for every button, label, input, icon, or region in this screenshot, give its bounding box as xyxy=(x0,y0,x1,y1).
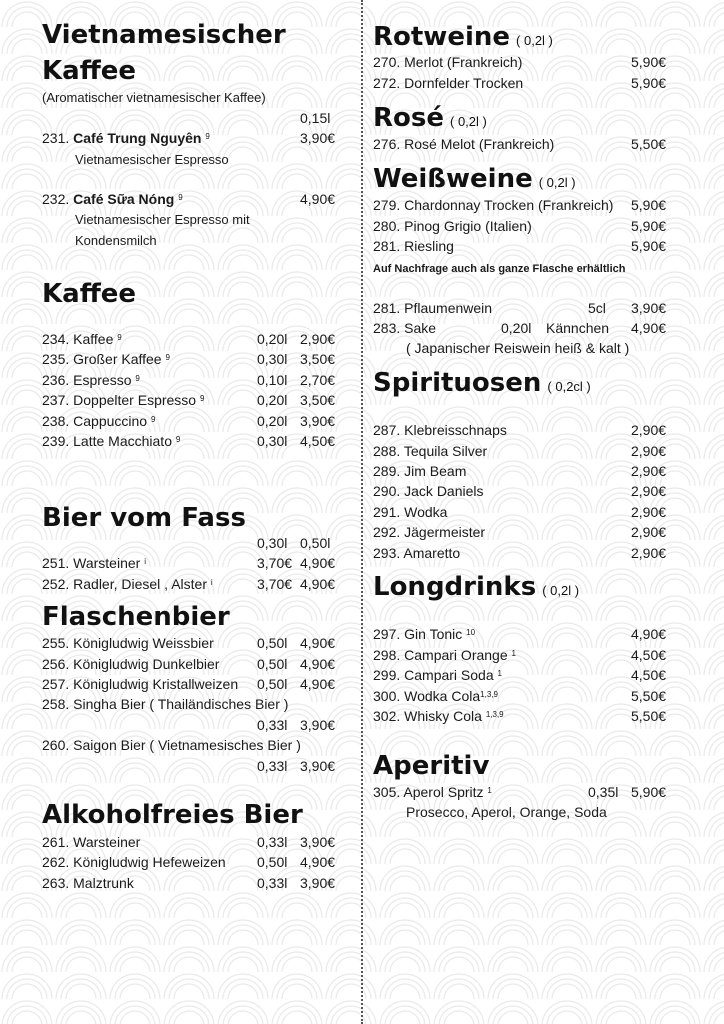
item-price: 3,90€ xyxy=(300,130,336,146)
item-price: 2,90€ xyxy=(631,463,667,479)
menu-item: 263. Malztrunk xyxy=(42,875,134,891)
section-title-spirituosen: Spirituosen ( 0,2cl ) xyxy=(373,368,591,398)
allergen-note: 9 xyxy=(178,193,183,202)
menu-item: 252. Radler, Diesel , Alster $^i$ xyxy=(42,576,213,592)
section-title-kaffee: Kaffee xyxy=(42,279,137,309)
item-price: 3,50€ xyxy=(300,392,336,408)
item-description: Vietnamesischer Espresso xyxy=(75,152,229,167)
menu-item: 261. Warsteiner xyxy=(42,834,141,850)
item-size: 0,33l xyxy=(257,758,288,774)
section-title-longdrinks: Longdrinks ( 0,2l ) xyxy=(373,572,580,602)
item-price: 3,90€ xyxy=(300,875,336,891)
item-size: 0,10l xyxy=(257,372,288,388)
item-price: 4,90€ xyxy=(631,626,667,642)
item-price: 5,50€ xyxy=(631,136,667,152)
item-size: 0,33l xyxy=(257,717,288,733)
item-price: 5,50€ xyxy=(631,708,667,724)
menu-item: 293. Amaretto xyxy=(373,545,461,561)
item-unit: Kännchen xyxy=(546,320,610,336)
menu-item: 239. Latte Macchiato $^9$ xyxy=(42,433,181,449)
item-price: 3,70€ xyxy=(257,576,293,592)
size-header: 0,50l xyxy=(300,535,331,551)
menu-item: 256. Königludwig Dunkelbier xyxy=(42,656,220,672)
menu-item-231 xyxy=(42,130,210,147)
item-description: Prosecco, Aperol, Orange, Soda xyxy=(406,804,607,820)
item-price: 4,50€ xyxy=(631,667,667,683)
item-price: 2,90€ xyxy=(631,504,667,520)
item-size: 0,30l xyxy=(257,433,288,449)
item-size: 0,30l xyxy=(257,351,288,367)
item-price: 5,90€ xyxy=(631,75,667,91)
item-price: 4,50€ xyxy=(300,433,336,449)
item-name: Café Trung Nguyên xyxy=(73,130,202,146)
allergen-note: 9 xyxy=(205,132,210,141)
item-price: 4,90€ xyxy=(300,635,336,651)
item-price: 2,90€ xyxy=(631,483,667,499)
item-price: 4,90€ xyxy=(300,576,336,592)
item-size: 0,50l xyxy=(257,635,288,651)
section-title-rotweine: Rotweine ( 0,2l ) xyxy=(373,22,553,52)
item-price: 5,90€ xyxy=(631,784,667,800)
item-price: 4,90€ xyxy=(300,854,336,870)
section-title-fass: Bier vom Fass xyxy=(42,503,246,533)
column-divider xyxy=(361,0,363,1024)
item-price: 2,90€ xyxy=(300,331,336,347)
item-size: 0,33l xyxy=(257,834,288,850)
size-header: 0,15l xyxy=(300,110,331,126)
menu-item: 280. Pinog Grigio (Italien) xyxy=(373,218,532,234)
item-price: 5,90€ xyxy=(631,197,667,213)
menu-item: 270. Merlot (Frankreich) xyxy=(373,54,523,70)
menu-item: 279. Chardonnay Trocken (Frankreich) xyxy=(373,197,614,213)
menu-item: 257. Königludwig Kristallweizen xyxy=(42,676,239,692)
menu-item: 287. Klebreisschnaps xyxy=(373,422,507,438)
menu-item: 288. Tequila Silver xyxy=(373,443,488,459)
item-price: 2,90€ xyxy=(631,422,667,438)
menu-item: 262. Königludwig Hefeweizen xyxy=(42,854,226,870)
section-title-weissweine: Weißweine ( 0,2l ) xyxy=(373,164,576,194)
item-size: 0,20l xyxy=(501,320,532,336)
item-price: 4,90€ xyxy=(300,656,336,672)
menu-item: 283. Sake xyxy=(373,320,437,336)
item-size: 0,50l xyxy=(257,656,288,672)
item-size: 0,50l xyxy=(257,854,288,870)
menu-item: 238. Cappuccino $^9$ xyxy=(42,413,156,429)
section-title-vn-coffee-line2: Kaffee xyxy=(42,56,137,86)
item-size: 0,33l xyxy=(257,875,288,891)
item-price: 4,90€ xyxy=(631,320,667,336)
item-price: 3,90€ xyxy=(300,834,336,850)
menu-item-232 xyxy=(42,191,183,208)
section-title-rose: Rosé ( 0,2l ) xyxy=(373,103,487,133)
menu-item: 255. Königludwig Weissbier xyxy=(42,635,214,651)
menu-item: 297. Gin Tonic $^{10}$ xyxy=(373,626,476,642)
item-price: 4,50€ xyxy=(631,647,667,663)
section-title-aperitiv: Aperitiv xyxy=(373,751,490,781)
item-name: Café Sữa Nóng xyxy=(73,191,175,207)
menu-item: 258. Singha Bier ( Thailändisches Bier ) xyxy=(42,696,289,712)
menu-item: 236. Espresso $^9$ xyxy=(42,372,140,388)
item-size: 5cl xyxy=(588,300,606,316)
menu-item: 291. Wodka xyxy=(373,504,448,520)
item-number: 232. xyxy=(42,191,70,207)
menu-item: 251. Warsteiner $^i$ xyxy=(42,555,146,571)
menu-item: 292. Jägermeister xyxy=(373,524,486,540)
item-price: 4,90€ xyxy=(300,676,336,692)
section-subtitle-vn-coffee: (Aromatischer vietnamesischer Kaffee) xyxy=(42,90,266,105)
item-price: 5,90€ xyxy=(631,218,667,234)
item-number: 231. xyxy=(42,130,70,146)
item-price: 3,70€ xyxy=(257,555,293,571)
menu-item: 235. Großer Kaffee $^9$ xyxy=(42,351,170,367)
menu-item: 299. Campari Soda $^1$ xyxy=(373,667,502,683)
item-size: 0,20l xyxy=(257,392,288,408)
menu-item: 272. Dornfelder Trocken xyxy=(373,75,524,91)
menu-item: 298. Campari Orange $^1$ xyxy=(373,647,516,663)
item-size: 0,20l xyxy=(257,331,288,347)
item-price: 5,90€ xyxy=(631,54,667,70)
item-size: 0,20l xyxy=(257,413,288,429)
item-description: Vietnamesischer Espresso mit xyxy=(75,212,250,227)
item-price: 5,90€ xyxy=(631,238,667,254)
menu-item: 290. Jack Daniels xyxy=(373,483,484,499)
item-price: 2,70€ xyxy=(300,372,336,388)
item-price: 2,90€ xyxy=(631,524,667,540)
item-description: ( Japanischer Reiswein heiß & kalt ) xyxy=(406,340,630,356)
item-price: 3,90€ xyxy=(300,717,336,733)
item-price: 2,90€ xyxy=(631,545,667,561)
item-price: 3,90€ xyxy=(631,300,667,316)
item-size: 0,50l xyxy=(257,676,288,692)
menu-item: 234. Kaffee $^9$ xyxy=(42,331,122,347)
size-header: 0,30l xyxy=(257,535,288,551)
menu-item: 305. Aperol Spritz $^1$ xyxy=(373,784,492,800)
item-price: 3,90€ xyxy=(300,758,336,774)
item-price: 4,90€ xyxy=(300,555,336,571)
item-price: 2,90€ xyxy=(631,443,667,459)
section-title-vn-coffee-line1: Vietnamesischer xyxy=(42,20,286,50)
item-price: 3,50€ xyxy=(300,351,336,367)
menu-item: 300. Wodka Cola$^{1,3,9}$ xyxy=(373,688,498,704)
menu-item: 237. Doppelter Espresso $^9$ xyxy=(42,392,205,408)
bottle-note: Auf Nachfrage auch als ganze Flasche erhältlich xyxy=(373,263,626,275)
section-title-flaschenbier: Flaschenbier xyxy=(42,602,230,632)
menu-item: 276. Rosé Melot (Frankreich) xyxy=(373,136,555,152)
menu-item: 302. Whisky Cola $^{1,3,9}$ xyxy=(373,708,504,724)
menu-item: 281. Pflaumenwein xyxy=(373,300,493,316)
item-size: 0,35l xyxy=(588,784,619,800)
item-description: Kondensmilch xyxy=(75,233,157,248)
section-title-alkoholfrei: Alkoholfreies Bier xyxy=(42,800,303,830)
menu-item: 281. Riesling xyxy=(373,238,454,254)
menu-item: 260. Saigon Bier ( Vietnamesisches Bier ) xyxy=(42,737,301,753)
item-price: 4,90€ xyxy=(300,191,336,207)
menu-item: 289. Jim Beam xyxy=(373,463,467,479)
item-price: 3,90€ xyxy=(300,413,336,429)
item-price: 5,50€ xyxy=(631,688,667,704)
